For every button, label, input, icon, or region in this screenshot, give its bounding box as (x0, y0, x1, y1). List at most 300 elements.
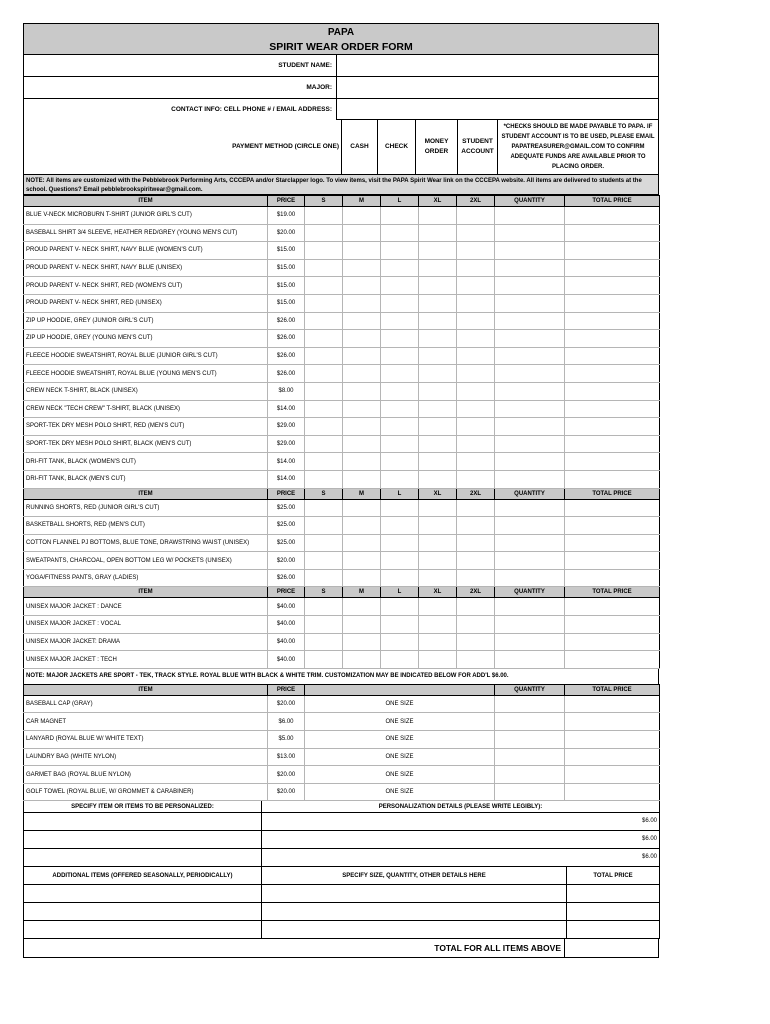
header-price: PRICE (268, 587, 305, 598)
size-l-field[interactable] (381, 277, 419, 295)
size-s-field[interactable] (305, 435, 343, 453)
size-2xl-field[interactable] (457, 651, 495, 669)
item-row (24, 400, 660, 418)
item-price: $29.00 (268, 435, 305, 453)
item-price: $15.00 (268, 294, 305, 312)
size-2xl-field[interactable] (457, 569, 495, 587)
size-xl-field[interactable] (419, 400, 457, 418)
quantity-field[interactable] (495, 731, 565, 749)
size-xl-field[interactable] (419, 534, 457, 552)
size-s-field[interactable] (305, 224, 343, 242)
size-s-field[interactable] (305, 552, 343, 570)
size-l-field[interactable] (381, 294, 419, 312)
size-l-field[interactable] (381, 453, 419, 471)
total-price-field[interactable] (565, 470, 660, 488)
size-2xl-field[interactable] (457, 534, 495, 552)
header-total: TOTAL PRICE (565, 488, 660, 499)
size-m-field[interactable] (343, 534, 381, 552)
item-price: $40.00 (268, 616, 305, 634)
size-m-field[interactable] (343, 365, 381, 383)
size-m-field[interactable] (343, 242, 381, 260)
item-price: $20.00 (268, 766, 305, 784)
total-price-field[interactable] (565, 713, 660, 731)
size-xl-field[interactable] (419, 312, 457, 330)
quantity-field[interactable] (495, 552, 565, 570)
total-price-field[interactable] (565, 365, 660, 383)
size-2xl-field[interactable] (457, 453, 495, 471)
size-2xl-field[interactable] (457, 499, 495, 517)
item-price: $13.00 (268, 748, 305, 766)
payment-option-money-order[interactable]: MONEY ORDER (415, 120, 457, 174)
one-size-label: ONE SIZE (305, 731, 495, 749)
size-2xl-field[interactable] (457, 347, 495, 365)
item-name: SPORT-TEK DRY MESH POLO SHIRT, BLACK (MEN'S CUT) (24, 435, 268, 453)
size-xl-field[interactable] (419, 499, 457, 517)
size-2xl-field[interactable] (457, 312, 495, 330)
size-l-field[interactable] (381, 517, 419, 535)
total-price-field[interactable] (565, 259, 660, 277)
total-price-field[interactable] (565, 435, 660, 453)
size-2xl-field[interactable] (457, 242, 495, 260)
quantity-field[interactable] (495, 418, 565, 436)
size-s-field[interactable] (305, 534, 343, 552)
quantity-field[interactable] (495, 330, 565, 348)
item-row (24, 499, 660, 517)
size-xl-field[interactable] (419, 418, 457, 436)
payment-option-cash[interactable]: CASH (341, 120, 377, 174)
quantity-field[interactable] (495, 435, 565, 453)
size-s-field[interactable] (305, 569, 343, 587)
size-s-field[interactable] (305, 651, 343, 669)
quantity-field[interactable] (495, 616, 565, 634)
quantity-field[interactable] (495, 347, 565, 365)
item-row (24, 207, 660, 225)
total-price-field[interactable] (565, 766, 660, 784)
payment-option-check[interactable]: CHECK (377, 120, 415, 174)
size-m-field[interactable] (343, 435, 381, 453)
size-s-field[interactable] (305, 312, 343, 330)
size-s-field[interactable] (305, 633, 343, 651)
total-price-field[interactable] (565, 224, 660, 242)
size-l-field[interactable] (381, 633, 419, 651)
total-price-field[interactable] (565, 294, 660, 312)
header-xl: XL (419, 587, 457, 598)
additional-item-field[interactable] (24, 885, 262, 903)
personalization-fee[interactable]: $6.00 (262, 848, 660, 866)
size-l-field[interactable] (381, 259, 419, 277)
quantity-field[interactable] (495, 400, 565, 418)
item-row (24, 382, 660, 400)
additional-total-field[interactable] (567, 903, 660, 921)
additional-items-header: ADDITIONAL ITEMS (OFFERED SEASONALLY, PERIODICALLY) (24, 867, 262, 885)
size-s-field[interactable] (305, 330, 343, 348)
item-row (24, 418, 660, 436)
size-l-field[interactable] (381, 534, 419, 552)
total-price-field[interactable] (565, 453, 660, 471)
size-xl-field[interactable] (419, 330, 457, 348)
quantity-field[interactable] (495, 207, 565, 225)
header-total: TOTAL PRICE (565, 587, 660, 598)
header-price: PRICE (268, 488, 305, 499)
size-2xl-field[interactable] (457, 418, 495, 436)
total-price-field[interactable] (565, 695, 660, 713)
size-s-field[interactable] (305, 499, 343, 517)
total-price-field[interactable] (565, 616, 660, 634)
item-name: UNISEX MAJOR JACKET : DANCE (24, 598, 268, 616)
size-xl-field[interactable] (419, 365, 457, 383)
size-m-field[interactable] (343, 207, 381, 225)
quantity-field[interactable] (495, 783, 565, 801)
size-s-field[interactable] (305, 365, 343, 383)
size-2xl-field[interactable] (457, 207, 495, 225)
personalization-row (24, 848, 660, 866)
personalization-row (24, 812, 660, 830)
quantity-field[interactable] (495, 695, 565, 713)
size-xl-field[interactable] (419, 517, 457, 535)
size-2xl-field[interactable] (457, 259, 495, 277)
item-row (24, 312, 660, 330)
size-m-field[interactable] (343, 277, 381, 295)
item-row (24, 748, 660, 766)
item-row (24, 453, 660, 471)
total-price-field[interactable] (565, 382, 660, 400)
org-name: PAPA (327, 27, 355, 38)
size-2xl-field[interactable] (457, 365, 495, 383)
payment-option-student-account[interactable]: STUDENT ACCOUNT (457, 120, 497, 174)
size-s-field[interactable] (305, 347, 343, 365)
additional-details-field[interactable] (262, 921, 567, 939)
size-s-field[interactable] (305, 517, 343, 535)
quantity-field[interactable] (495, 517, 565, 535)
item-row (24, 569, 660, 587)
item-name: LANYARD (ROYAL BLUE W/ WHITE TEXT) (24, 731, 268, 749)
total-price-field[interactable] (565, 347, 660, 365)
size-l-field[interactable] (381, 499, 419, 517)
size-m-field[interactable] (343, 382, 381, 400)
total-price-field[interactable] (565, 534, 660, 552)
size-xl-field[interactable] (419, 453, 457, 471)
additional-details-header: SPECIFY SIZE, QUANTITY, OTHER DETAILS HERE (262, 867, 567, 885)
header-size (305, 684, 495, 695)
item-price: $25.00 (268, 517, 305, 535)
header-qty: QUANTITY (495, 684, 565, 695)
quantity-field[interactable] (495, 259, 565, 277)
total-price-field[interactable] (565, 277, 660, 295)
one-size-label: ONE SIZE (305, 695, 495, 713)
size-m-field[interactable] (343, 259, 381, 277)
size-s-field[interactable] (305, 382, 343, 400)
personalization-item-field[interactable] (24, 830, 262, 848)
size-m-field[interactable] (343, 651, 381, 669)
size-l-field[interactable] (381, 470, 419, 488)
item-price: $15.00 (268, 277, 305, 295)
size-xl-field[interactable] (419, 294, 457, 312)
size-s-field[interactable] (305, 242, 343, 260)
quantity-field[interactable] (495, 748, 565, 766)
personalization-fee[interactable]: $6.00 (262, 830, 660, 848)
size-xl-field[interactable] (419, 569, 457, 587)
size-m-field[interactable] (343, 312, 381, 330)
size-xl-field[interactable] (419, 259, 457, 277)
size-xl-field[interactable] (419, 277, 457, 295)
quantity-field[interactable] (495, 651, 565, 669)
total-price-field[interactable] (565, 748, 660, 766)
total-price-field[interactable] (565, 633, 660, 651)
item-price: $20.00 (268, 224, 305, 242)
contact-field[interactable] (336, 99, 658, 120)
quantity-field[interactable] (495, 569, 565, 587)
item-name: DRI-FIT TANK, BLACK (WOMEN'S CUT) (24, 453, 268, 471)
size-m-field[interactable] (343, 633, 381, 651)
customization-note: NOTE: All items are customized with the Pebblebrook Performing Arts, CCCEPA and/or Starclapper logo. To view items, visit the PAPA Spirit Wear link on the CCCEPA website. All items are delivered to students at the school. Questions? Email pebblebrookspiritwear@gmail.com. (23, 174, 659, 195)
additional-details-field[interactable] (262, 885, 567, 903)
size-xl-field[interactable] (419, 633, 457, 651)
item-name: FLEECE HOODIE SWEATSHIRT, ROYAL BLUE (YOUNG MEN'S CUT) (24, 365, 268, 383)
size-2xl-field[interactable] (457, 470, 495, 488)
total-price-field[interactable] (565, 312, 660, 330)
size-m-field[interactable] (343, 616, 381, 634)
total-price-field[interactable] (565, 517, 660, 535)
item-row (24, 470, 660, 488)
size-2xl-field[interactable] (457, 400, 495, 418)
item-name: BASEBALL CAP (GRAY) (24, 695, 268, 713)
item-price: $5.00 (268, 731, 305, 749)
size-m-field[interactable] (343, 294, 381, 312)
items-table (23, 195, 660, 669)
column-header-row (24, 196, 660, 207)
size-s-field[interactable] (305, 294, 343, 312)
student-name-label: STUDENT NAME: (278, 62, 332, 69)
size-l-field[interactable] (381, 382, 419, 400)
size-xl-field[interactable] (419, 598, 457, 616)
item-name: PROUD PARENT V- NECK SHIRT, RED (WOMEN'S CUT) (24, 277, 268, 295)
size-s-field[interactable] (305, 598, 343, 616)
header-l: L (381, 488, 419, 499)
size-l-field[interactable] (381, 569, 419, 587)
size-s-field[interactable] (305, 453, 343, 471)
size-l-field[interactable] (381, 598, 419, 616)
size-l-field[interactable] (381, 330, 419, 348)
item-price: $14.00 (268, 470, 305, 488)
size-xl-field[interactable] (419, 651, 457, 669)
size-l-field[interactable] (381, 365, 419, 383)
size-2xl-field[interactable] (457, 552, 495, 570)
grand-total-label: TOTAL FOR ALL ITEMS ABOVE (434, 943, 561, 954)
major-field[interactable] (336, 77, 658, 98)
item-row (24, 534, 660, 552)
additional-details-field[interactable] (262, 903, 567, 921)
personalization-details-header: PERSONALIZATION DETAILS (PLEASE WRITE LEGIBLY): (262, 801, 660, 812)
quantity-field[interactable] (495, 453, 565, 471)
header-m: M (343, 488, 381, 499)
total-price-field[interactable] (565, 330, 660, 348)
size-l-field[interactable] (381, 435, 419, 453)
item-row (24, 552, 660, 570)
personalization-fee[interactable]: $6.00 (262, 812, 660, 830)
size-2xl-field[interactable] (457, 224, 495, 242)
major-row (23, 77, 659, 99)
quantity-field[interactable] (495, 294, 565, 312)
size-xl-field[interactable] (419, 207, 457, 225)
size-2xl-field[interactable] (457, 517, 495, 535)
quantity-field[interactable] (495, 224, 565, 242)
size-m-field[interactable] (343, 224, 381, 242)
size-l-field[interactable] (381, 224, 419, 242)
size-s-field[interactable] (305, 207, 343, 225)
size-2xl-field[interactable] (457, 598, 495, 616)
size-s-field[interactable] (305, 400, 343, 418)
size-l-field[interactable] (381, 418, 419, 436)
size-xl-field[interactable] (419, 224, 457, 242)
size-l-field[interactable] (381, 242, 419, 260)
student-name-field[interactable] (336, 55, 658, 76)
total-price-field[interactable] (565, 552, 660, 570)
header-m: M (343, 196, 381, 207)
quantity-field[interactable] (495, 766, 565, 784)
quantity-field[interactable] (495, 242, 565, 260)
total-price-field[interactable] (565, 598, 660, 616)
column-header-row (24, 488, 660, 499)
item-price: $15.00 (268, 259, 305, 277)
size-2xl-field[interactable] (457, 435, 495, 453)
size-s-field[interactable] (305, 259, 343, 277)
additional-item-field[interactable] (24, 921, 262, 939)
size-m-field[interactable] (343, 499, 381, 517)
size-s-field[interactable] (305, 277, 343, 295)
size-xl-field[interactable] (419, 347, 457, 365)
size-xl-field[interactable] (419, 552, 457, 570)
total-price-field[interactable] (565, 207, 660, 225)
additional-header (24, 867, 660, 885)
grand-total-row (23, 939, 659, 958)
personalization-item-field[interactable] (24, 848, 262, 866)
size-xl-field[interactable] (419, 382, 457, 400)
quantity-field[interactable] (495, 382, 565, 400)
quantity-field[interactable] (495, 499, 565, 517)
item-row (24, 598, 660, 616)
quantity-field[interactable] (495, 534, 565, 552)
size-xl-field[interactable] (419, 470, 457, 488)
total-price-field[interactable] (565, 651, 660, 669)
quantity-field[interactable] (495, 365, 565, 383)
student-name-row (23, 55, 659, 77)
additional-total-field[interactable] (567, 921, 660, 939)
size-xl-field[interactable] (419, 242, 457, 260)
size-l-field[interactable] (381, 400, 419, 418)
column-header-row (24, 587, 660, 598)
item-row (24, 633, 660, 651)
item-name: BASKETBALL SHORTS, RED (MEN'S CUT) (24, 517, 268, 535)
header-xxl: 2XL (457, 196, 495, 207)
size-l-field[interactable] (381, 312, 419, 330)
size-2xl-field[interactable] (457, 633, 495, 651)
total-price-field[interactable] (565, 783, 660, 801)
size-xl-field[interactable] (419, 435, 457, 453)
one-size-label: ONE SIZE (305, 748, 495, 766)
item-row (24, 259, 660, 277)
size-m-field[interactable] (343, 453, 381, 471)
size-s-field[interactable] (305, 470, 343, 488)
item-row (24, 277, 660, 295)
size-s-field[interactable] (305, 418, 343, 436)
quantity-field[interactable] (495, 277, 565, 295)
size-m-field[interactable] (343, 400, 381, 418)
header-total: TOTAL PRICE (565, 196, 660, 207)
item-name: CAR MAGNET (24, 713, 268, 731)
total-price-field[interactable] (565, 418, 660, 436)
item-name: UNISEX MAJOR JACKET : TECH (24, 651, 268, 669)
item-row (24, 695, 660, 713)
quantity-field[interactable] (495, 713, 565, 731)
payment-label: PAYMENT METHOD (CIRCLE ONE) (232, 143, 339, 150)
additional-item-field[interactable] (24, 903, 262, 921)
size-2xl-field[interactable] (457, 330, 495, 348)
item-row (24, 783, 660, 801)
item-name: CREW NECK T-SHIRT, BLACK (UNISEX) (24, 382, 268, 400)
quantity-field[interactable] (495, 470, 565, 488)
size-m-field[interactable] (343, 552, 381, 570)
item-name: RUNNING SHORTS, RED (JUNIOR GIRL'S CUT) (24, 499, 268, 517)
accessories-table (23, 684, 660, 802)
total-price-field[interactable] (565, 242, 660, 260)
quantity-field[interactable] (495, 312, 565, 330)
personalization-header (24, 801, 660, 812)
item-price: $20.00 (268, 695, 305, 713)
quantity-field[interactable] (495, 633, 565, 651)
personalization-item-field[interactable] (24, 812, 262, 830)
total-price-field[interactable] (565, 400, 660, 418)
size-m-field[interactable] (343, 517, 381, 535)
size-m-field[interactable] (343, 470, 381, 488)
header-s: S (305, 196, 343, 207)
item-name: GOLF TOWEL (ROYAL BLUE, W/ GROMMET & CARABINER) (24, 783, 268, 801)
size-l-field[interactable] (381, 207, 419, 225)
item-price: $40.00 (268, 598, 305, 616)
size-m-field[interactable] (343, 418, 381, 436)
size-s-field[interactable] (305, 616, 343, 634)
size-l-field[interactable] (381, 347, 419, 365)
size-2xl-field[interactable] (457, 277, 495, 295)
size-m-field[interactable] (343, 347, 381, 365)
item-row (24, 766, 660, 784)
size-l-field[interactable] (381, 651, 419, 669)
size-xl-field[interactable] (419, 616, 457, 634)
grand-total-field[interactable] (564, 939, 658, 957)
item-row (24, 365, 660, 383)
item-price: $20.00 (268, 552, 305, 570)
total-price-field[interactable] (565, 569, 660, 587)
size-l-field[interactable] (381, 552, 419, 570)
additional-items-table (23, 867, 660, 940)
additional-total-field[interactable] (567, 885, 660, 903)
item-name: COTTON FLANNEL PJ BOTTOMS, BLUE TONE, DRAWSTRING WAIST (UNISEX) (24, 534, 268, 552)
total-price-field[interactable] (565, 499, 660, 517)
size-m-field[interactable] (343, 569, 381, 587)
size-l-field[interactable] (381, 616, 419, 634)
quantity-field[interactable] (495, 598, 565, 616)
header-item: ITEM (24, 196, 268, 207)
header-m: M (343, 587, 381, 598)
size-2xl-field[interactable] (457, 294, 495, 312)
size-m-field[interactable] (343, 598, 381, 616)
item-price: $26.00 (268, 569, 305, 587)
size-2xl-field[interactable] (457, 616, 495, 634)
item-name: CREW NECK "TECH CREW" T-SHIRT, BLACK (UNISEX) (24, 400, 268, 418)
size-m-field[interactable] (343, 330, 381, 348)
size-2xl-field[interactable] (457, 382, 495, 400)
total-price-field[interactable] (565, 731, 660, 749)
item-name: SWEATPANTS, CHARCOAL, OPEN BOTTOM LEG W/ POCKETS (UNISEX) (24, 552, 268, 570)
